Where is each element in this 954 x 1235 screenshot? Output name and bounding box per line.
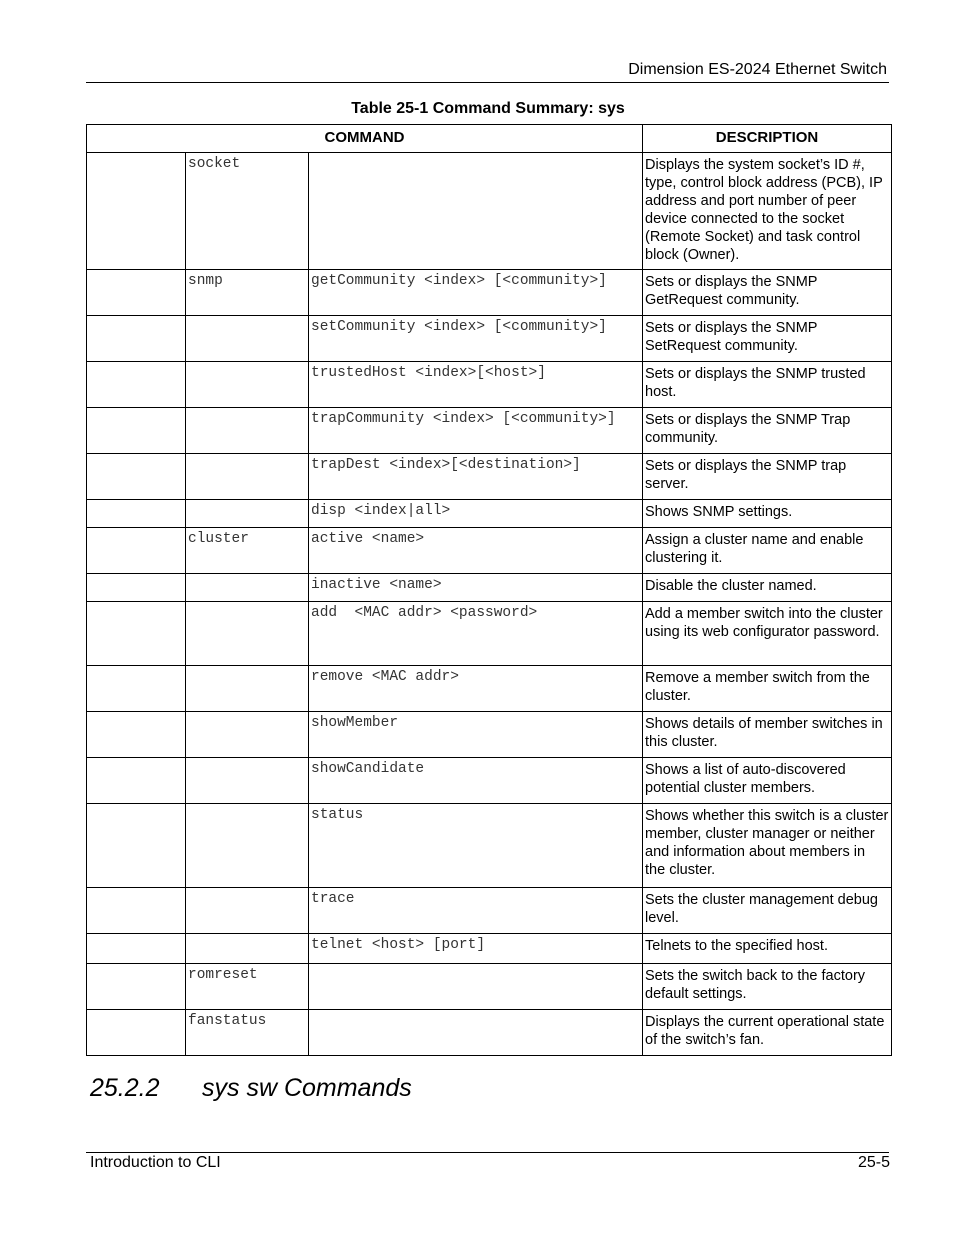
table-row	[87, 964, 892, 1010]
command-level-2-cell: fanstatus	[186, 1010, 309, 1056]
command-level-2-cell	[186, 888, 309, 934]
command-level-3-cell: showMember	[309, 712, 643, 758]
command-level-1-cell	[87, 934, 186, 964]
table-row	[87, 153, 892, 270]
command-level-2-cell: snmp	[186, 270, 309, 316]
column-header-description: DESCRIPTION	[643, 125, 892, 153]
description-cell: Shows whether this switch is a cluster member, cluster manager or neither and information about members in the cluster.	[643, 804, 892, 888]
command-level-1-cell	[87, 408, 186, 454]
command-level-3-cell: active <name>	[309, 528, 643, 574]
table-row	[87, 408, 892, 454]
description-cell: Sets or displays the SNMP GetRequest community.	[643, 270, 892, 316]
table-row	[87, 888, 892, 934]
command-level-3-cell: status	[309, 804, 643, 888]
command-level-2-cell	[186, 934, 309, 964]
command-level-2-cell	[186, 712, 309, 758]
command-level-3-cell: trustedHost <index>[<host>]	[309, 362, 643, 408]
command-level-2-cell	[186, 666, 309, 712]
command-level-2-cell	[186, 500, 309, 528]
command-level-3-cell	[309, 964, 643, 1010]
command-summary-table	[86, 124, 892, 1056]
description-cell: Displays the current operational state of the switch’s fan.	[643, 1010, 892, 1056]
table-row	[87, 758, 892, 804]
description-cell: Shows details of member switches in this cluster.	[643, 712, 892, 758]
command-level-2-cell	[186, 602, 309, 666]
description-cell: Sets the cluster management debug level.	[643, 888, 892, 934]
footer-chapter-title: Introduction to CLI	[90, 1154, 221, 1171]
description-cell: Remove a member switch from the cluster.	[643, 666, 892, 712]
table-row	[87, 454, 892, 500]
command-level-1-cell	[87, 316, 186, 362]
command-level-2-cell: cluster	[186, 528, 309, 574]
table-row	[87, 500, 892, 528]
column-header-command: COMMAND	[87, 125, 643, 153]
command-level-2-cell: socket	[186, 153, 309, 270]
description-cell: Sets or displays the SNMP SetRequest community.	[643, 316, 892, 362]
table-row	[87, 666, 892, 712]
running-header-title: Dimension ES-2024 Ethernet Switch	[628, 61, 887, 78]
command-level-2-cell	[186, 316, 309, 362]
command-level-2-cell	[186, 454, 309, 500]
table-row	[87, 712, 892, 758]
command-level-1-cell	[87, 1010, 186, 1056]
command-level-3-cell	[309, 1010, 643, 1056]
table-row	[87, 574, 892, 602]
command-level-3-cell: getCommunity <index> [<community>]	[309, 270, 643, 316]
command-level-3-cell: disp <index|all>	[309, 500, 643, 528]
command-level-2-cell: romreset	[186, 964, 309, 1010]
command-level-2-cell	[186, 408, 309, 454]
command-level-3-cell: inactive <name>	[309, 574, 643, 602]
command-level-2-cell	[186, 758, 309, 804]
command-level-1-cell	[87, 454, 186, 500]
command-level-2-cell	[186, 804, 309, 888]
command-level-3-cell: trapCommunity <index> [<community>]	[309, 408, 643, 454]
command-level-3-cell: remove <MAC addr>	[309, 666, 643, 712]
section-number: 25.2.2	[90, 1074, 160, 1102]
footer-page-number: 25-5	[857, 1154, 890, 1171]
command-level-1-cell	[87, 153, 186, 270]
header-rule	[86, 82, 889, 83]
description-cell: Disable the cluster named.	[643, 574, 892, 602]
table-header-row	[87, 125, 892, 153]
command-level-1-cell	[87, 574, 186, 602]
description-cell: Sets or displays the SNMP trusted host.	[643, 362, 892, 408]
description-cell: Add a member switch into the cluster using its web configurator password.	[643, 602, 892, 666]
table-caption: Table 25-1 Command Summary: sys	[351, 100, 625, 117]
command-level-1-cell	[87, 270, 186, 316]
command-level-1-cell	[87, 362, 186, 408]
command-level-1-cell	[87, 888, 186, 934]
command-level-3-cell: add <MAC addr> <password>	[309, 602, 643, 666]
command-level-2-cell	[186, 362, 309, 408]
section-title: sys sw Commands	[202, 1074, 412, 1102]
description-cell: Displays the system socket’s ID #, type, control block address (PCB), IP address and port number of peer device connected to the socket (Remote Socket) and task control block (Owner).	[643, 153, 892, 270]
table-row	[87, 316, 892, 362]
table-row	[87, 1010, 892, 1056]
command-level-1-cell	[87, 804, 186, 888]
command-level-1-cell	[87, 964, 186, 1010]
command-level-3-cell	[309, 153, 643, 270]
description-cell: Telnets to the specified host.	[643, 934, 892, 964]
command-level-1-cell	[87, 500, 186, 528]
command-level-3-cell: trapDest <index>[<destination>]	[309, 454, 643, 500]
description-cell: Sets or displays the SNMP Trap community.	[643, 408, 892, 454]
table-row	[87, 362, 892, 408]
command-level-3-cell: trace	[309, 888, 643, 934]
section-heading	[90, 1074, 412, 1103]
command-level-3-cell: showCandidate	[309, 758, 643, 804]
table-row	[87, 934, 892, 964]
description-cell: Sets the switch back to the factory default settings.	[643, 964, 892, 1010]
command-level-3-cell: telnet <host> [port]	[309, 934, 643, 964]
table-body	[87, 153, 892, 1056]
command-level-1-cell	[87, 602, 186, 666]
description-cell: Assign a cluster name and enable clustering it.	[643, 528, 892, 574]
table-row	[87, 602, 892, 666]
table-row	[87, 270, 892, 316]
command-level-1-cell	[87, 758, 186, 804]
command-level-1-cell	[87, 528, 186, 574]
description-cell: Sets or displays the SNMP trap server.	[643, 454, 892, 500]
footer-rule	[86, 1152, 889, 1153]
command-level-1-cell	[87, 666, 186, 712]
table-row	[87, 804, 892, 888]
description-cell: Shows a list of auto-discovered potential cluster members.	[643, 758, 892, 804]
description-cell: Shows SNMP settings.	[643, 500, 892, 528]
table-row	[87, 528, 892, 574]
command-level-2-cell	[186, 574, 309, 602]
command-level-3-cell: setCommunity <index> [<community>]	[309, 316, 643, 362]
command-level-1-cell	[87, 712, 186, 758]
